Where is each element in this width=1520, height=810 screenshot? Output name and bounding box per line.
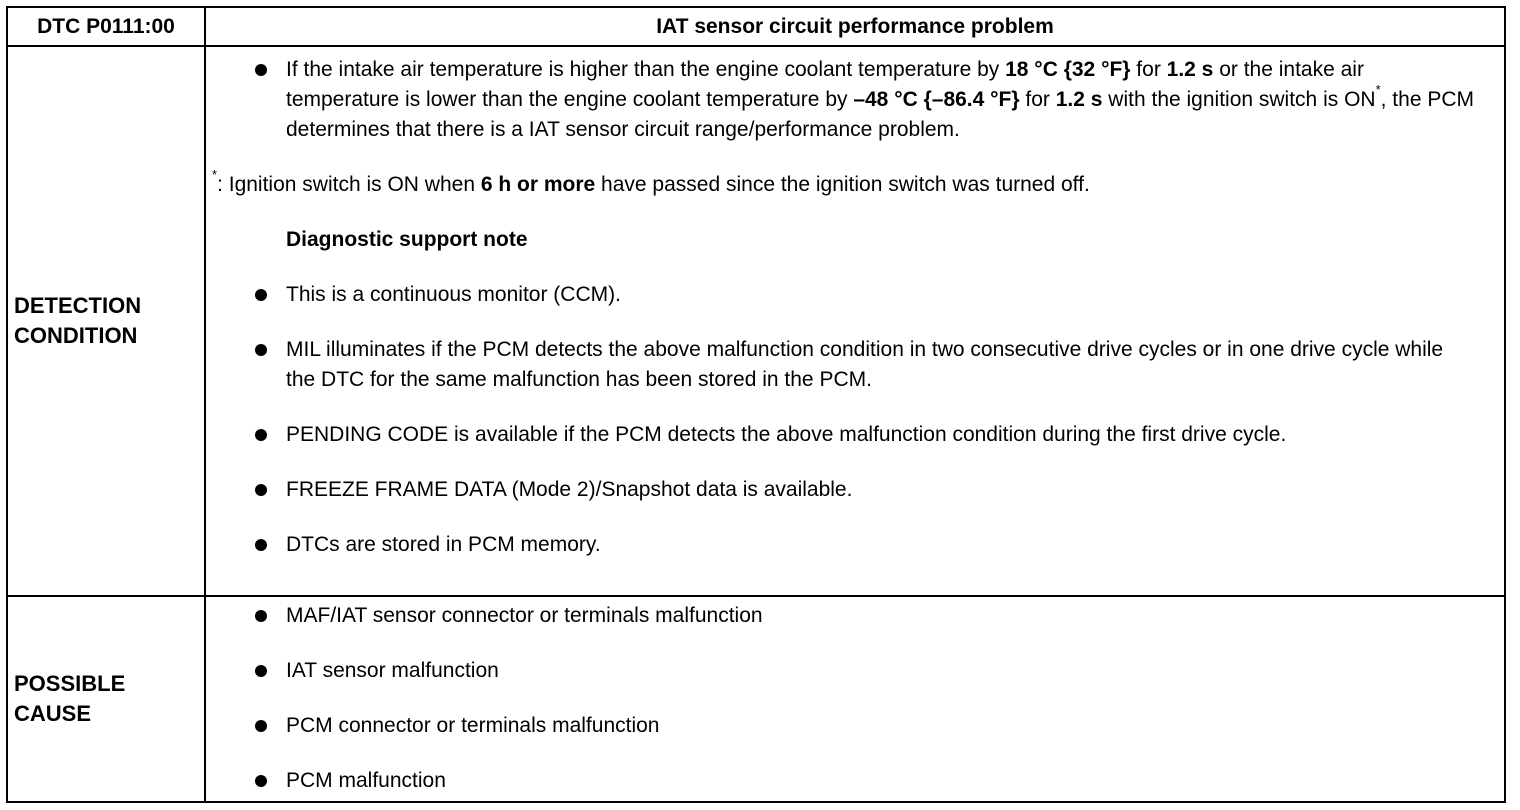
bullet-icon (255, 484, 267, 496)
detection-condition-content (205, 46, 1505, 596)
cause-item: IAT sensor malfunction (206, 656, 1504, 686)
footnote-marker: * (212, 167, 218, 183)
bullet-icon (255, 289, 267, 301)
bullet-icon (255, 665, 267, 677)
bullet-icon (255, 429, 267, 441)
bullet-icon (255, 64, 267, 76)
note-item: FREEZE FRAME DATA (Mode 2)/Snapshot data is available. (206, 475, 1504, 505)
bullet-icon (255, 344, 267, 356)
dtc-table (6, 6, 1506, 803)
cause-item: PCM connector or terminals malfunction (206, 711, 1504, 741)
possible-cause-row (7, 596, 1505, 802)
possible-cause-label: POSSIBLE CAUSE (7, 596, 205, 802)
note-item: MIL illuminates if the PCM detects the above malfunction condition in two consecutive drive cycles or in one drive cycle while the DTC for the same malfunction has been stored in the PCM. (206, 335, 1504, 395)
possible-cause-content (205, 596, 1505, 802)
bullet-icon (255, 539, 267, 551)
diagnostic-support-note-heading: Diagnostic support note (286, 228, 528, 252)
dtc-code: DTC P0111:00 (7, 7, 205, 46)
footnote: *: Ignition switch is ON when 6 h or more have passed since the ignition switch was turned off. (212, 167, 1090, 197)
bullet-icon (255, 775, 267, 787)
bullet-icon (255, 720, 267, 732)
detection-condition-row (7, 46, 1505, 596)
bullet-icon (255, 610, 267, 622)
cause-item: MAF/IAT sensor connector or terminals malfunction (206, 601, 1504, 631)
note-item: DTCs are stored in PCM memory. (206, 530, 1504, 560)
note-item: PENDING CODE is available if the PCM detects the above malfunction condition during the first drive cycle. (206, 420, 1504, 450)
detection-condition-label: DETECTION CONDITION (7, 46, 205, 596)
header-row (7, 7, 1505, 46)
footnote-marker: * (1375, 82, 1381, 98)
cause-item: PCM malfunction (206, 766, 1504, 796)
note-item: This is a continuous monitor (CCM). (206, 280, 1504, 310)
dtc-title: IAT sensor circuit performance problem (205, 7, 1505, 46)
detection-bullet-main: If the intake air temperature is higher than the engine coolant temperature by 18 °C {32 °F} for 1.2 s or the intake air temperature is lower than the engine coolant temperature by –48 °C {–86.4 °F} for 1.2 s with the ignition switch is ON*, the PCM determines that there is a IAT sensor circuit range/performance problem. (206, 55, 1504, 145)
